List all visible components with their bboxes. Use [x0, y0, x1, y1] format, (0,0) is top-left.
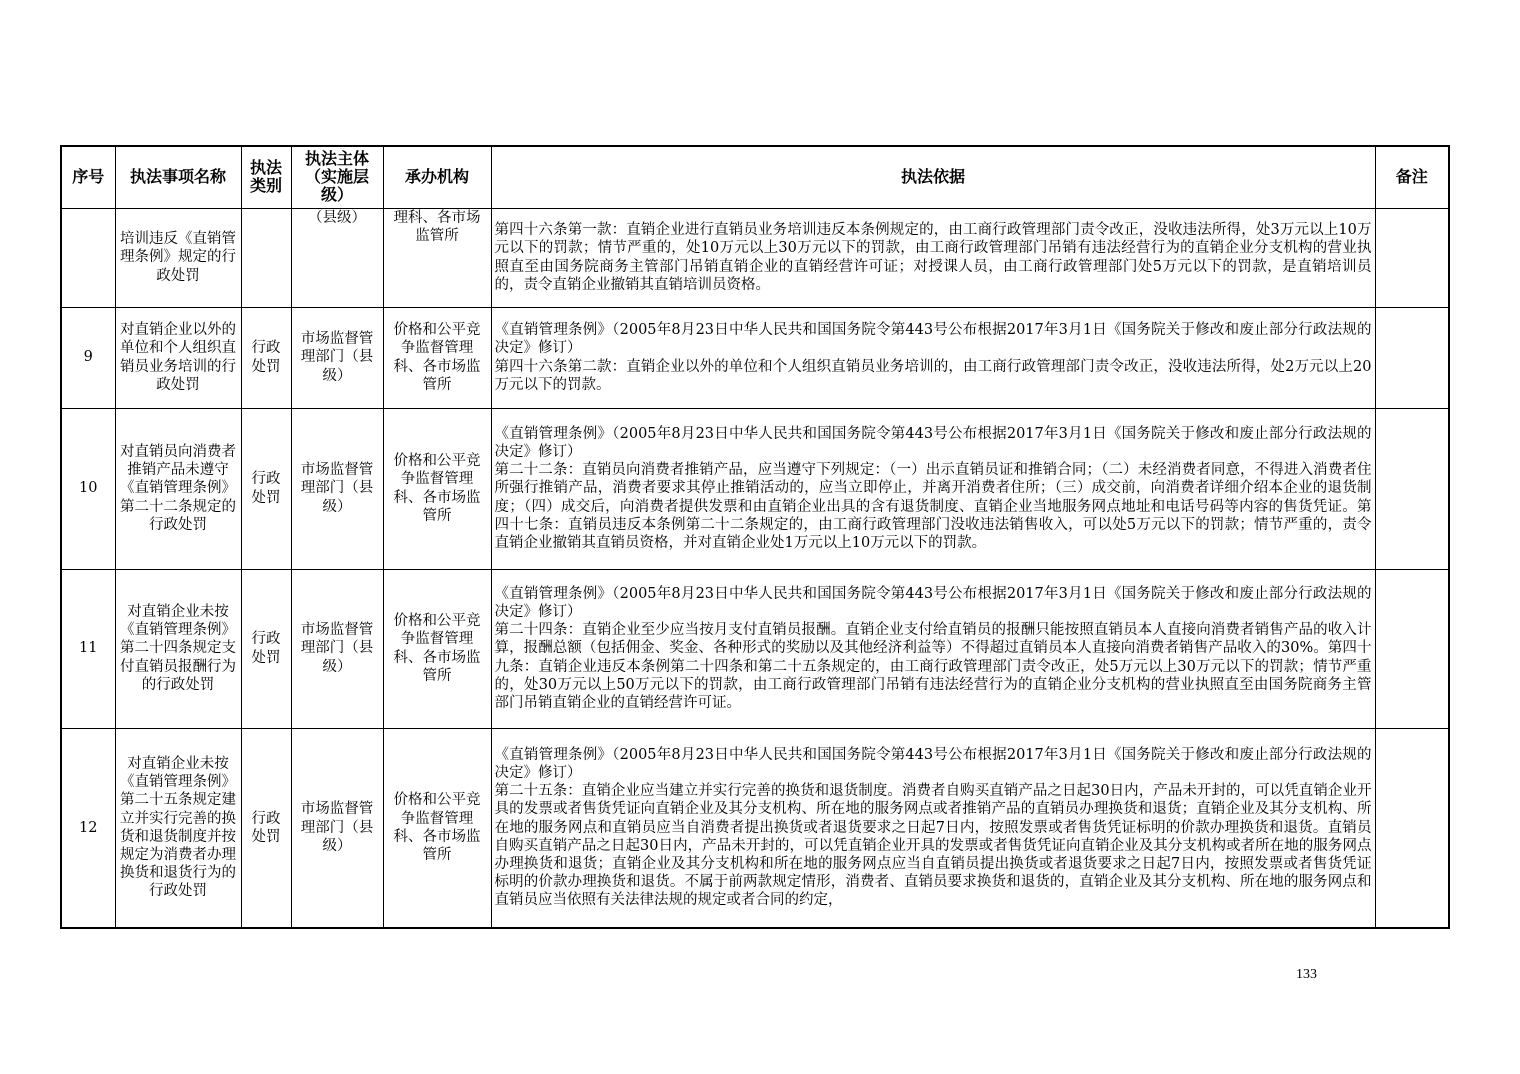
table-header-row [61, 146, 1449, 208]
row-agency: 价格和公平竞争监督管理科、各市场监管所 [383, 728, 491, 928]
row-name: 对直销企业以外的单位和个人组织直销员业务培训的行政处罚 [115, 307, 241, 408]
row-name: 对直销员向消费者推销产品未遵守《直销管理条例》第二十二条规定的行政处罚 [115, 408, 241, 569]
header-seq: 序号 [61, 146, 115, 208]
basis-paragraph: 第四十六条第二款：直销企业以外的单位和个人组织直销员业务培训的，由工商行政管理部门责令改正，没收违法所得，处2万元以上20万元以下的罚款。 [494, 358, 1372, 393]
table-row [61, 208, 1449, 307]
basis-paragraph: 第二十四条：直销企业至少应当按月支付直销员报酬。直销企业支付给直销员的报酬只能按照直销员本人直接向消费者销售产品的收入计算，报酬总额（包括佣金、奖金、各种形式的奖励以及其他经济利益等）不得超过直销员本人直接向消费者销售产品收入的30%。第四十九条：直销企业违反本条例第二十四条和第二十五条规定的，由工商行政管理部门责令改正，处5万元以上30万元以下的罚款；情节严重的，处30万元以上50万元以下的罚款，由工商行政管理部门吊销有违法经营行为的直销企业分支机构的营业执照直至由国务院商务主管部门吊销直销企业的直销经营许可证。 [494, 622, 1372, 711]
page-number: 133 [1296, 967, 1317, 982]
row-agency: 价格和公平竞争监督管理科、各市场监管所 [383, 307, 491, 408]
row-seq: 10 [61, 408, 115, 569]
row-subject: 市场监督管理部门（县级） [291, 728, 383, 928]
basis-paragraph: 《直销管理条例》（2005年8月23日中华人民共和国国务院令第443号公布根据2017年3月1日《国务院关于修改和废止部分行政法规的决定》修订） [494, 425, 1372, 460]
row-category: 行政处罚 [241, 307, 291, 408]
header-category: 执法类别 [241, 146, 291, 208]
basis-paragraph: 《直销管理条例》（2005年8月23日中华人民共和国国务院令第443号公布根据2017年3月1日《国务院关于修改和废止部分行政法规的决定》修订） [494, 322, 1372, 357]
row-basis [491, 728, 1375, 928]
row-remark [1375, 307, 1449, 408]
row-remark [1375, 208, 1449, 307]
row-subject: （县级） [291, 208, 383, 307]
row-subject: 市场监督管理部门（县级） [291, 307, 383, 408]
row-basis [491, 569, 1375, 728]
row-remark [1375, 408, 1449, 569]
table-row [61, 408, 1449, 569]
row-name: 对直销企业未按《直销管理条例》第二十四条规定支付直销员报酬行为的行政处罚 [115, 569, 241, 728]
row-seq: 9 [61, 307, 115, 408]
row-agency: 理科、各市场监管所 [383, 208, 491, 307]
basis-paragraph: 《直销管理条例》（2005年8月23日中华人民共和国国务院令第443号公布根据2017年3月1日《国务院关于修改和废止部分行政法规的决定》修订） [494, 746, 1372, 782]
row-agency: 价格和公平竞争监督管理科、各市场监管所 [383, 569, 491, 728]
table-row [61, 307, 1449, 408]
row-basis [491, 408, 1375, 569]
row-category [241, 208, 291, 307]
header-agency: 承办机构 [383, 146, 491, 208]
row-remark [1375, 728, 1449, 928]
row-category: 行政处罚 [241, 569, 291, 728]
row-category: 行政处罚 [241, 408, 291, 569]
row-subject: 市场监督管理部门（县级） [291, 408, 383, 569]
row-category: 行政处罚 [241, 728, 291, 928]
header-name: 执法事项名称 [115, 146, 241, 208]
header-subject: 执法主体（实施层级） [291, 146, 383, 208]
row-basis [491, 307, 1375, 408]
row-agency: 价格和公平竞争监督管理科、各市场监管所 [383, 408, 491, 569]
row-seq [61, 208, 115, 307]
basis-paragraph: 《直销管理条例》（2005年8月23日中华人民共和国国务院令第443号公布根据2017年3月1日《国务院关于修改和废止部分行政法规的决定》修订） [494, 585, 1372, 620]
basis-paragraph: 第二十二条：直销员向消费者推销产品，应当遵守下列规定：（一）出示直销员证和推销合同；（二）未经消费者同意，不得进入消费者住所强行推销产品，消费者要求其停止推销活动的，应当立即停止，并离开消费者住所；（三）成交前，向消费者详细介绍本企业的退货制度；（四）成交后，向消费者提供发票和由直销企业出具的含有退货制度、直销企业当地服务网点地址和电话号码等内容的售货凭证。第四十七条：直销员违反本条例第二十二条规定的，由工商行政管理部门没收违法销售收入，可以处5万元以下的罚款；情节严重的，责令直销企业撤销其直销员资格，并对直销企业处1万元以上10万元以下的罚款。 [494, 462, 1372, 551]
row-seq: 12 [61, 728, 115, 928]
basis-paragraph: 第四十六条第一款：直销企业进行直销员业务培训违反本条例规定的，由工商行政管理部门责令改正，没收违法所得，处3万元以上10万元以下的罚款；情节严重的，处10万元以上30万元以下的罚款，由工商行政管理部门吊销有违法经营行为的直销企业分支机构的营业执照直至由国务院商务主管部门吊销直销企业的直销经营许可证；对授课人员，由工商行政管理部门处5万元以下的罚款，是直销培训员的，责令直销企业撤销其直销培训员资格。 [494, 222, 1372, 293]
enforcement-table [60, 145, 1450, 929]
basis-paragraph: 第二十五条：直销企业应当建立并实行完善的换货和退货制度。消费者自购买直销产品之日起30日内，产品未开封的，可以凭直销企业开具的发票或者售货凭证向直销企业及其分支机构、所在地的服务网点或者推销产品的直销员办理换货和退货；直销企业及其分支机构、所在地的服务网点和直销员应当自消费者提出换货或者退货要求之日起7日内，按照发票或者售货凭证标明的价款办理换货和退货。直销员自购买直销产品之日起30日内，产品未开封的，可以凭直销企业开具的发票或者售货凭证向直销企业及其分支机构或者所在地的服务网点办理换货和退货；直销企业及其分支机构和所在地的服务网点应当自直销员提出换货或者退货要求之日起7日内，按照发票或者售货凭证标明的价款办理换货和退货。不属于前两款规定情形，消费者、直销员要求换货和退货的，直销企业及其分支机构、所在地的服务网点和直销员应当依照有关法律法规的规定或者合同的约定， [494, 783, 1372, 909]
header-basis: 执法依据 [491, 146, 1375, 208]
table-row [61, 728, 1449, 928]
header-remark: 备注 [1375, 146, 1449, 208]
row-name: 培训违反《直销管理条例》规定的行政处罚 [115, 208, 241, 307]
row-seq: 11 [61, 569, 115, 728]
row-remark [1375, 569, 1449, 728]
row-subject: 市场监督管理部门（县级） [291, 569, 383, 728]
row-basis [491, 208, 1375, 307]
table-row [61, 569, 1449, 728]
row-name: 对直销企业未按《直销管理条例》第二十五条规定建立并实行完善的换货和退货制度并按规定为消费者办理换货和退货行为的行政处罚 [115, 728, 241, 928]
